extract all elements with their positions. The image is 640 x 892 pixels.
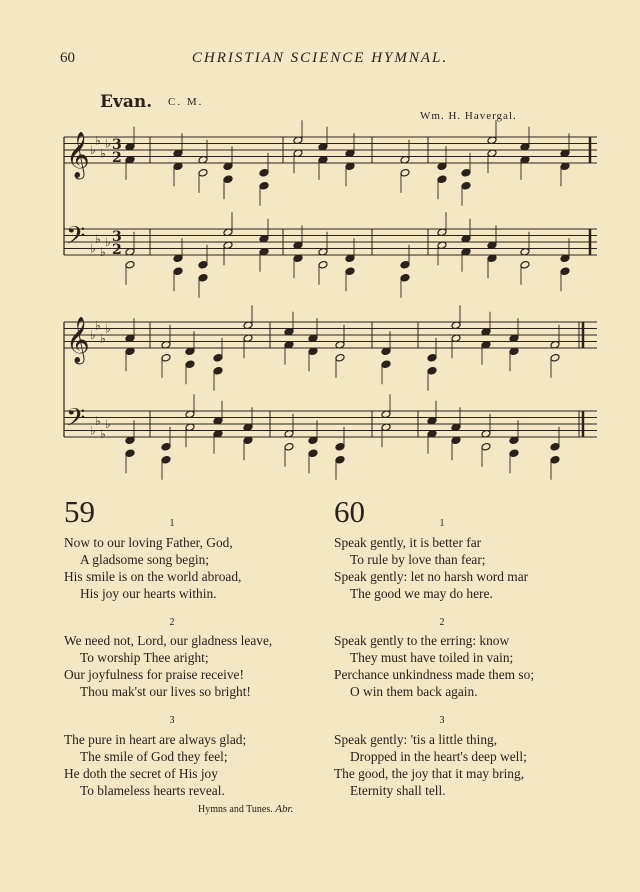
bass-clef: 𝄢 bbox=[66, 403, 86, 439]
flat-sign: ♭ bbox=[100, 244, 106, 259]
verse-line: Perchance unkindness made them so; bbox=[334, 667, 535, 682]
notehead bbox=[213, 366, 223, 375]
notehead bbox=[335, 442, 345, 451]
tune-name: Evan. bbox=[100, 92, 153, 112]
source-abbr: Abr. bbox=[275, 803, 294, 815]
verse-line: To worship Thee aright; bbox=[80, 650, 209, 665]
notehead bbox=[509, 449, 519, 458]
notehead bbox=[161, 442, 171, 451]
verse-line: The good we may do here. bbox=[350, 586, 493, 601]
flat-sign: ♭ bbox=[90, 241, 96, 256]
notehead bbox=[427, 353, 437, 362]
notehead bbox=[400, 260, 410, 269]
notehead bbox=[560, 267, 570, 276]
notehead bbox=[308, 449, 318, 458]
flat-sign: ♭ bbox=[100, 426, 106, 441]
verse-line: His smile is on the world abroad, bbox=[64, 569, 242, 584]
notehead bbox=[520, 260, 530, 269]
time-signature: 3 bbox=[112, 137, 122, 153]
flat-sign: ♭ bbox=[90, 143, 96, 157]
verse-line: Speak gently to the erring: know bbox=[334, 633, 510, 648]
verse-line: We need not, Lord, our gladness leave, bbox=[64, 633, 273, 648]
notehead bbox=[427, 366, 437, 375]
composer: Wm. H. Havergal. bbox=[420, 110, 517, 122]
notehead bbox=[259, 181, 269, 190]
flat-sign: ♭ bbox=[105, 417, 111, 431]
notehead bbox=[213, 353, 223, 362]
music-notation bbox=[64, 120, 597, 480]
tune-meter: C. M. bbox=[168, 96, 204, 108]
verse-line: The pure in heart are always glad; bbox=[64, 732, 247, 747]
time-signature: 2 bbox=[112, 242, 122, 258]
time-signature: 3 bbox=[112, 229, 122, 245]
hymn-number: 59 bbox=[64, 494, 95, 529]
flat-sign: ♭ bbox=[105, 321, 111, 336]
verse-line: The smile of God they feel; bbox=[80, 749, 228, 764]
notehead bbox=[318, 260, 328, 269]
verse-number: 2 bbox=[169, 617, 175, 628]
notehead bbox=[345, 267, 355, 276]
verse-line: The good, the joy that it may bring, bbox=[334, 766, 525, 781]
verse-number: 2 bbox=[439, 617, 445, 628]
source-text: Hymns and Tunes. bbox=[198, 804, 273, 815]
notehead bbox=[198, 168, 208, 177]
notehead bbox=[400, 168, 410, 177]
notehead bbox=[185, 360, 195, 369]
notehead bbox=[198, 273, 208, 282]
verse-line: A gladsome song begin; bbox=[80, 552, 210, 567]
verse-line: He doth the secret of His joy bbox=[64, 766, 218, 781]
verse-line: His joy our hearts within. bbox=[80, 586, 217, 601]
hymn-number: 60 bbox=[334, 494, 365, 529]
flat-sign: ♭ bbox=[90, 423, 96, 438]
verse-line: Speak gently: 'tis a little thing, bbox=[334, 732, 498, 747]
notehead bbox=[461, 168, 471, 177]
notehead bbox=[550, 455, 560, 464]
flat-sign: ♭ bbox=[95, 133, 101, 148]
flat-sign: ♭ bbox=[95, 413, 101, 428]
flat-sign: ♭ bbox=[90, 328, 96, 342]
verse-line: To rule by love than fear; bbox=[350, 552, 486, 567]
verse-line: Eternity shall tell. bbox=[350, 783, 446, 798]
verse-line: Dropped in the heart's deep well; bbox=[350, 749, 527, 764]
verse-number: 3 bbox=[439, 715, 445, 726]
verse-line: O win them back again. bbox=[350, 684, 478, 699]
verse-line: Our joyfulness for praise receive! bbox=[64, 667, 244, 682]
notehead bbox=[161, 353, 171, 362]
verse-number: 3 bbox=[169, 715, 175, 726]
notehead bbox=[335, 455, 345, 464]
notehead bbox=[173, 267, 183, 276]
page-number: 60 bbox=[60, 50, 75, 66]
flat-sign: ♭ bbox=[100, 331, 106, 346]
verse-line: Speak gently: let no harsh word mar bbox=[334, 569, 529, 584]
time-signature: 2 bbox=[112, 150, 122, 166]
treble-clef: 𝄞 bbox=[66, 132, 90, 178]
notehead bbox=[437, 175, 447, 184]
running-title: CHRISTIAN SCIENCE HYMNAL. bbox=[191, 50, 449, 66]
verse-number: 1 bbox=[439, 518, 445, 529]
notehead bbox=[284, 442, 294, 451]
notehead bbox=[125, 449, 135, 458]
flat-sign: ♭ bbox=[95, 318, 101, 333]
notehead bbox=[381, 360, 391, 369]
verse-number: 1 bbox=[169, 518, 175, 529]
verse-line: To blameless hearts reveal. bbox=[80, 783, 225, 798]
notehead bbox=[198, 260, 208, 269]
notehead bbox=[161, 455, 171, 464]
source-credit bbox=[198, 803, 293, 815]
flat-sign: ♭ bbox=[100, 146, 106, 161]
flat-sign: ♭ bbox=[105, 136, 111, 151]
verse-line: Thou mak'st our lives so bright! bbox=[80, 684, 251, 699]
flat-sign: ♭ bbox=[105, 235, 111, 249]
verse-line: Now to our loving Father, God, bbox=[64, 535, 233, 550]
notehead bbox=[125, 260, 135, 269]
notehead bbox=[400, 273, 410, 282]
notehead bbox=[481, 442, 491, 451]
verse-line: Speak gently, it is better far bbox=[334, 535, 482, 550]
notehead bbox=[461, 181, 471, 190]
bass-clef: 𝄢 bbox=[66, 221, 86, 257]
notehead bbox=[223, 175, 233, 184]
treble-clef: 𝄞 bbox=[66, 317, 90, 363]
flat-sign: ♭ bbox=[95, 231, 101, 246]
notehead bbox=[259, 168, 269, 177]
notehead bbox=[550, 353, 560, 362]
notehead bbox=[550, 442, 560, 451]
verse-line: They must have toiled in vain; bbox=[350, 650, 514, 665]
notehead bbox=[335, 353, 345, 362]
